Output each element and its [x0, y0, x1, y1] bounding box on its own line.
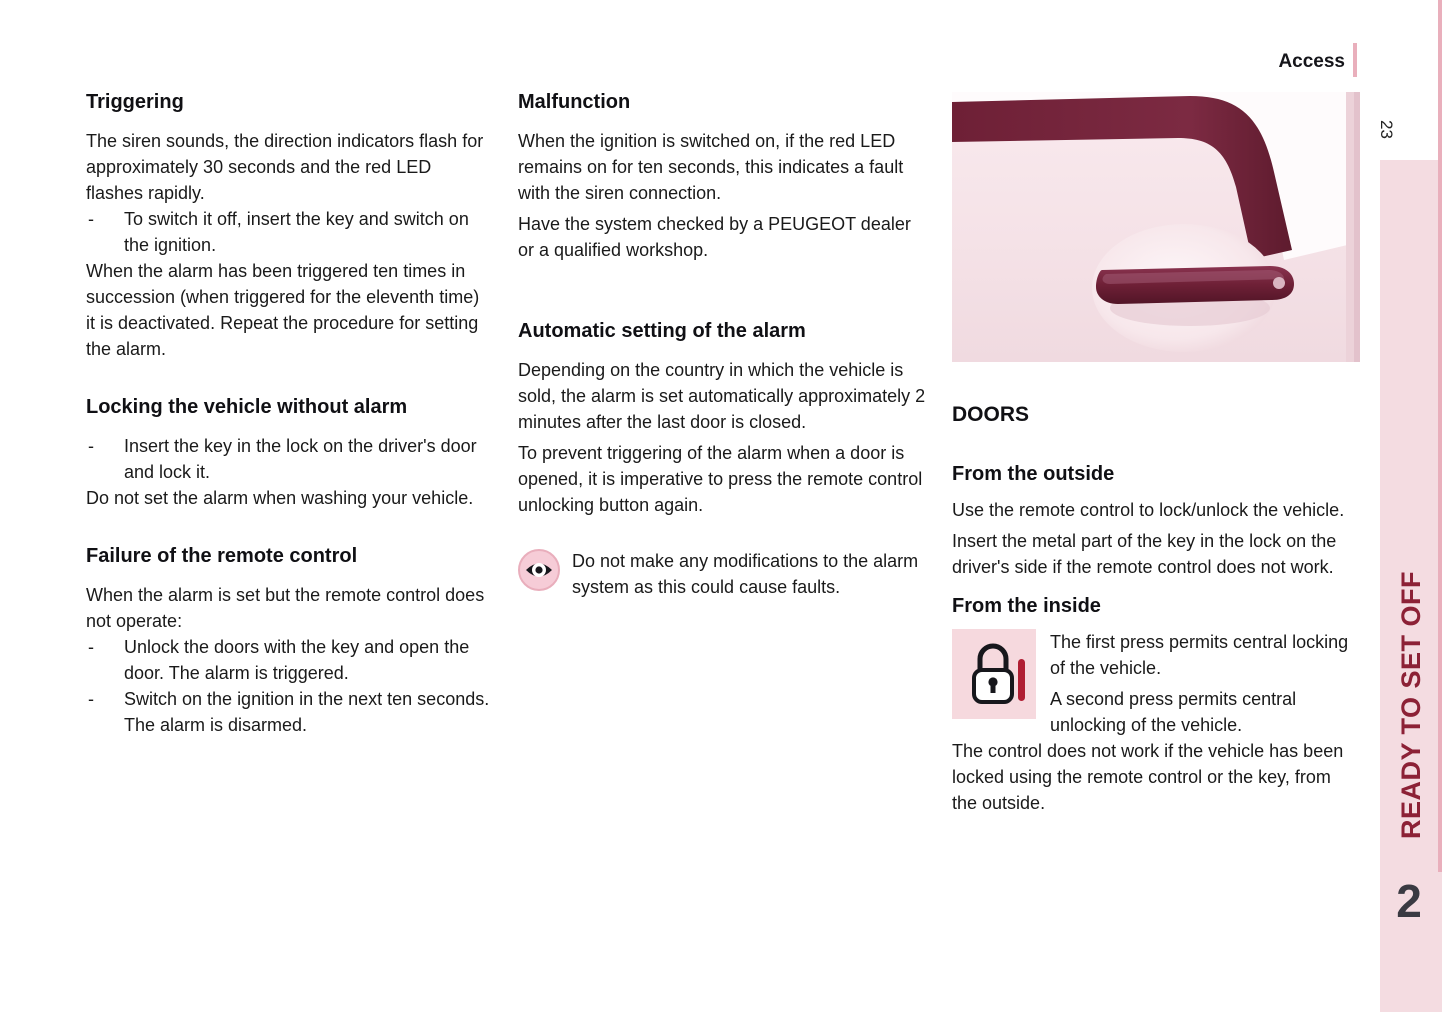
chapter-number: 2 — [1396, 875, 1422, 927]
heading-triggering: Triggering — [86, 91, 184, 113]
bullet-item — [86, 634, 490, 686]
chapter-title: READY TO SET OFF — [1395, 570, 1426, 840]
paragraph-inside-2: A second press permits central unlocking of the vehicle. — [1050, 689, 1297, 735]
bullet-item — [86, 433, 490, 485]
section-header-rule — [1353, 43, 1357, 77]
column-middle — [518, 90, 928, 600]
section-header-label: Access — [1278, 51, 1345, 72]
bullet-dash: - — [88, 436, 94, 456]
bullet-text: Insert the key in the lock on the driver's door and lock it. — [124, 436, 477, 482]
paragraph-automatic-2: To prevent triggering of the alarm when a door is opened, it is imperative to press the remote control unlocking button again. — [518, 443, 923, 515]
paragraph-malfunction-1: When the ignition is switched on, if the red LED remains on for ten seconds, this indicates a fault with the siren connection. — [518, 131, 904, 203]
paragraph-remote-failure-1: When the alarm is set but the remote control does not operate: — [86, 585, 485, 631]
paragraph-locking-1: Do not set the alarm when washing your vehicle. — [86, 488, 474, 508]
inside-control-block — [952, 629, 1360, 738]
paragraph-automatic-1: Depending on the country in which the vehicle is sold, the alarm is set automatically approximately 2 minutes after the last door is closed. — [518, 360, 926, 432]
bullet-item — [86, 206, 490, 258]
paragraph-inside-3: The control does not work if the vehicle has been locked using the remote control or the key, from the outside. — [952, 741, 1344, 813]
bullet-dash: - — [88, 209, 94, 229]
warning-note — [518, 548, 928, 600]
door-handle-photo — [952, 92, 1360, 362]
page-number: 23 — [1377, 120, 1396, 139]
bullet-text: Switch on the ignition in the next ten seconds. The alarm is disarmed. — [124, 689, 490, 735]
column-left — [86, 90, 490, 738]
heading-doors: DOORS — [952, 403, 1030, 426]
heading-automatic-setting: Automatic setting of the alarm — [518, 320, 806, 342]
eye-icon — [518, 549, 560, 591]
heading-from-outside: From the outside — [952, 463, 1115, 485]
paragraph-inside-1: The first press permits central locking of the vehicle. — [1050, 632, 1349, 678]
heading-from-inside: From the inside — [952, 595, 1101, 617]
bullet-item — [86, 686, 490, 738]
bullet-text: To switch it off, insert the key and switch on the ignition. — [124, 209, 469, 255]
heading-remote-failure: Failure of the remote control — [86, 545, 358, 567]
paragraph-triggering-2: When the alarm has been triggered ten times in succession (when triggered for the eleventh time) it is deactivated. Repeat the procedure for setting the alarm. — [86, 261, 480, 359]
heading-malfunction: Malfunction — [518, 91, 631, 113]
interior-lock-control-icon — [952, 629, 1036, 719]
paragraph-outside-2: Insert the metal part of the key in the lock on the driver's side if the remote control does not work. — [952, 531, 1337, 577]
note-text: Do not make any modifications to the alarm system as this could cause faults. — [572, 551, 919, 597]
bullet-text: Unlock the doors with the key and open the door. The alarm is triggered. — [124, 637, 470, 683]
inside-control-text — [1050, 629, 1360, 738]
bullet-dash: - — [88, 637, 94, 657]
paragraph-outside-1: Use the remote control to lock/unlock the vehicle. — [952, 500, 1345, 520]
paragraph-triggering-1: The siren sounds, the direction indicators flash for approximately 30 seconds and the red LED flashes rapidly. — [86, 131, 484, 203]
chapter-title-wrap — [1380, 540, 1442, 870]
column-right — [952, 92, 1360, 816]
heading-locking-without-alarm: Locking the vehicle without alarm — [86, 396, 408, 418]
bullet-dash: - — [88, 689, 94, 709]
paragraph-malfunction-2: Have the system checked by a PEUGEOT dealer or a qualified workshop. — [518, 214, 911, 260]
